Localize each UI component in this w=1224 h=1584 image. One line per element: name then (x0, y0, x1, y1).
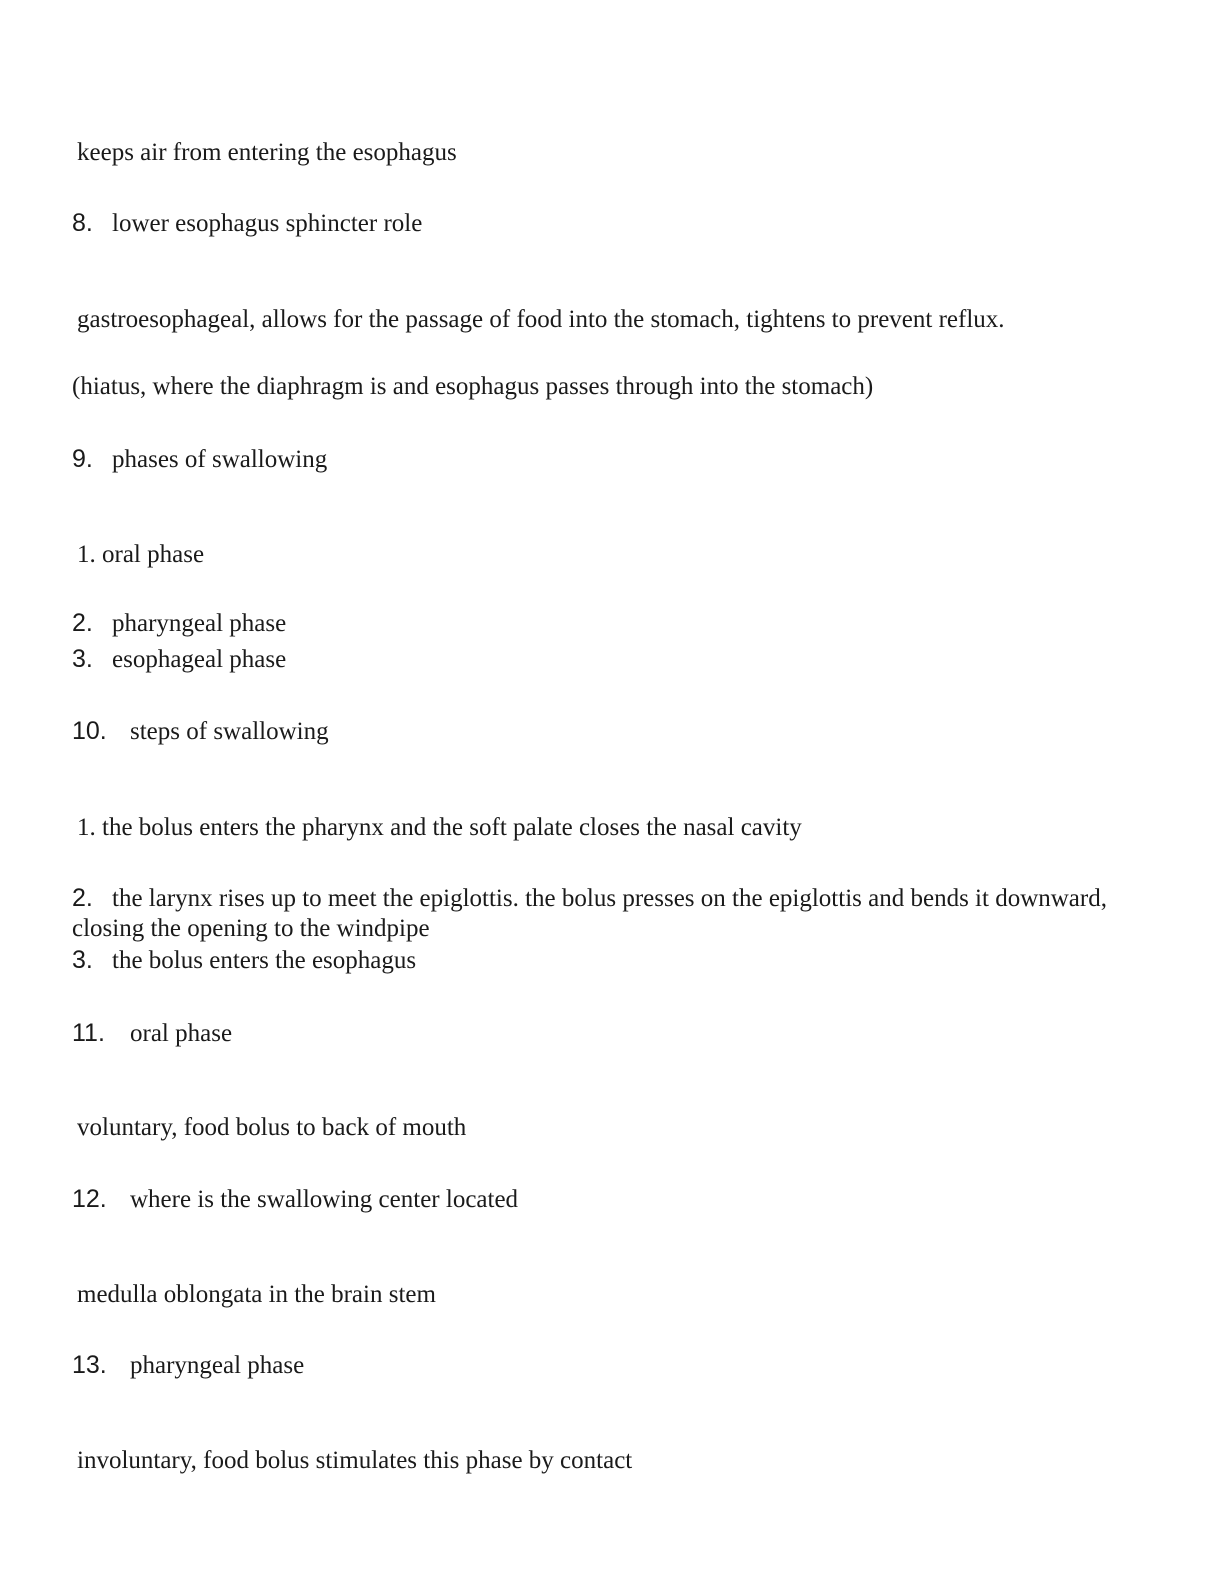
item-number: 3. (72, 645, 93, 673)
item-number: 8. (72, 209, 93, 237)
question-text: phases of swallowing (112, 446, 328, 473)
item-number: 2. (72, 609, 93, 637)
item-number: 10. (72, 717, 107, 745)
list-item-text: pharyngeal phase (112, 610, 287, 637)
list-item-text: the bolus enters the esophagus (112, 947, 417, 974)
list-item-text: the larynx rises up to meet the epiglottis. the bolus presses on the epiglottis and bends it downward, closing the opening to the windpipe (72, 885, 1107, 942)
list-item-3 (72, 945, 416, 976)
list-item-2 (72, 883, 1132, 944)
list-item-text: esophageal phase (112, 646, 287, 673)
question-text: lower esophagus sphincter role (112, 210, 423, 237)
question-item-10 (72, 716, 329, 747)
list-item-3 (72, 644, 286, 675)
question-text: oral phase (130, 1020, 233, 1047)
answer-text: 1. oral phase (77, 541, 205, 568)
item-number: 3. (72, 946, 93, 974)
question-item-8 (72, 208, 422, 239)
answer-text: gastroesophageal, allows for the passage of food into the stomach, tightens to prevent reflux. (77, 306, 1005, 333)
question-item-12 (72, 1184, 518, 1215)
item-number: 11. (72, 1019, 105, 1047)
answer-text: (hiatus, where the diaphragm is and esophagus passes through into the stomach) (72, 373, 874, 400)
item-number: 2. (72, 884, 93, 912)
item-number: 9. (72, 445, 93, 473)
question-text: steps of swallowing (130, 718, 329, 745)
answer-text: keeps air from entering the esophagus (77, 139, 457, 166)
question-item-9 (72, 444, 327, 475)
answer-text: 1. the bolus enters the pharynx and the soft palate closes the nasal cavity (77, 814, 802, 841)
question-text: pharyngeal phase (130, 1352, 305, 1379)
item-number: 12. (72, 1185, 107, 1213)
answer-text: medulla oblongata in the brain stem (77, 1281, 436, 1308)
item-number: 13. (72, 1351, 107, 1379)
answer-text: voluntary, food bolus to back of mouth (77, 1114, 467, 1141)
question-text: where is the swallowing center located (130, 1186, 519, 1213)
list-item-2 (72, 608, 286, 639)
question-item-13 (72, 1350, 304, 1381)
question-item-11 (72, 1018, 232, 1049)
answer-text: involuntary, food bolus stimulates this phase by contact (77, 1447, 633, 1474)
